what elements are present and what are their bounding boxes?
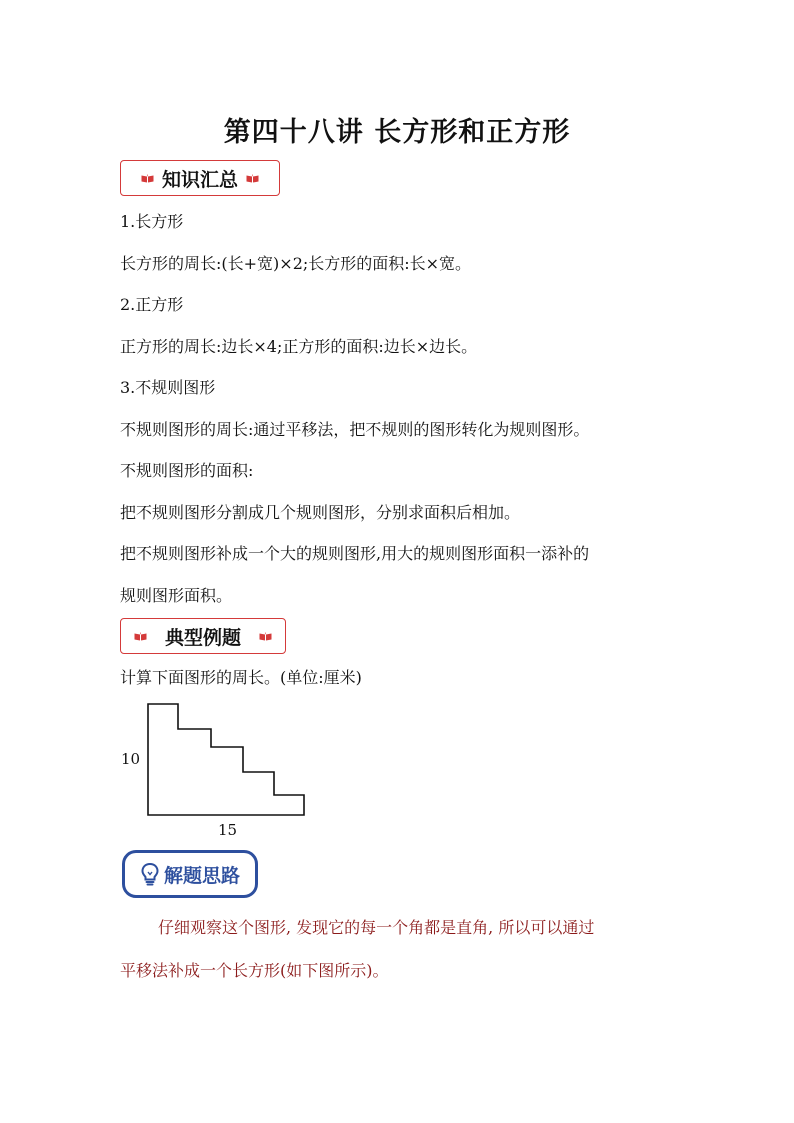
- knowledge-text-6: 把不规则图形补成一个大的规则图形,用大的规则图形面积一添补的: [120, 544, 590, 563]
- solution-badge: [122, 850, 258, 898]
- book-icon: [246, 174, 259, 183]
- knowledge-heading-2: 2.正方形: [120, 295, 184, 314]
- height-label: 10: [121, 750, 141, 768]
- knowledge-text-4: 不规则图形的面积:: [120, 461, 254, 480]
- knowledge-text-3: 不规则图形的周长:通过平移法，把不规则的图形转化为规则图形。: [120, 420, 590, 439]
- knowledge-text-7: 规则图形面积。: [120, 586, 233, 605]
- solution-badge-label: 解题思路: [163, 864, 240, 887]
- book-icon: [259, 632, 272, 641]
- staircase-figure: [140, 698, 310, 820]
- page-title: 第四十八讲 长方形和正方形: [223, 117, 571, 148]
- section-banner-examples: [120, 618, 286, 654]
- solution-line-1: 仔细观察这个图形, 发现它的每一个角都是直角, 所以可以通过: [158, 918, 595, 937]
- knowledge-heading-1: 1.长方形: [120, 212, 184, 231]
- solution-line-2: 平移法补成一个长方形(如下图所示)。: [120, 961, 389, 980]
- banner-label-examples: 典型例题: [164, 626, 241, 649]
- book-icon: [134, 632, 147, 641]
- example-question: 计算下面图形的周长。(单位:厘米): [120, 668, 362, 687]
- width-label: 15: [218, 821, 238, 839]
- knowledge-text-1: 长方形的周长:(长+宽)×2;长方形的面积:长×宽。: [120, 254, 472, 273]
- section-banner-knowledge: [120, 160, 280, 196]
- banner-label-knowledge: 知识汇总: [161, 168, 238, 191]
- staircase-outline: [148, 704, 304, 815]
- knowledge-heading-3: 3.不规则图形: [120, 378, 216, 397]
- lightbulb-icon: [140, 862, 160, 886]
- knowledge-text-5: 把不规则图形分割成几个规则图形，分别求面积后相加。: [120, 503, 521, 522]
- book-icon: [141, 174, 154, 183]
- knowledge-text-2: 正方形的周长:边长×4;正方形的面积:边长×边长。: [120, 337, 478, 356]
